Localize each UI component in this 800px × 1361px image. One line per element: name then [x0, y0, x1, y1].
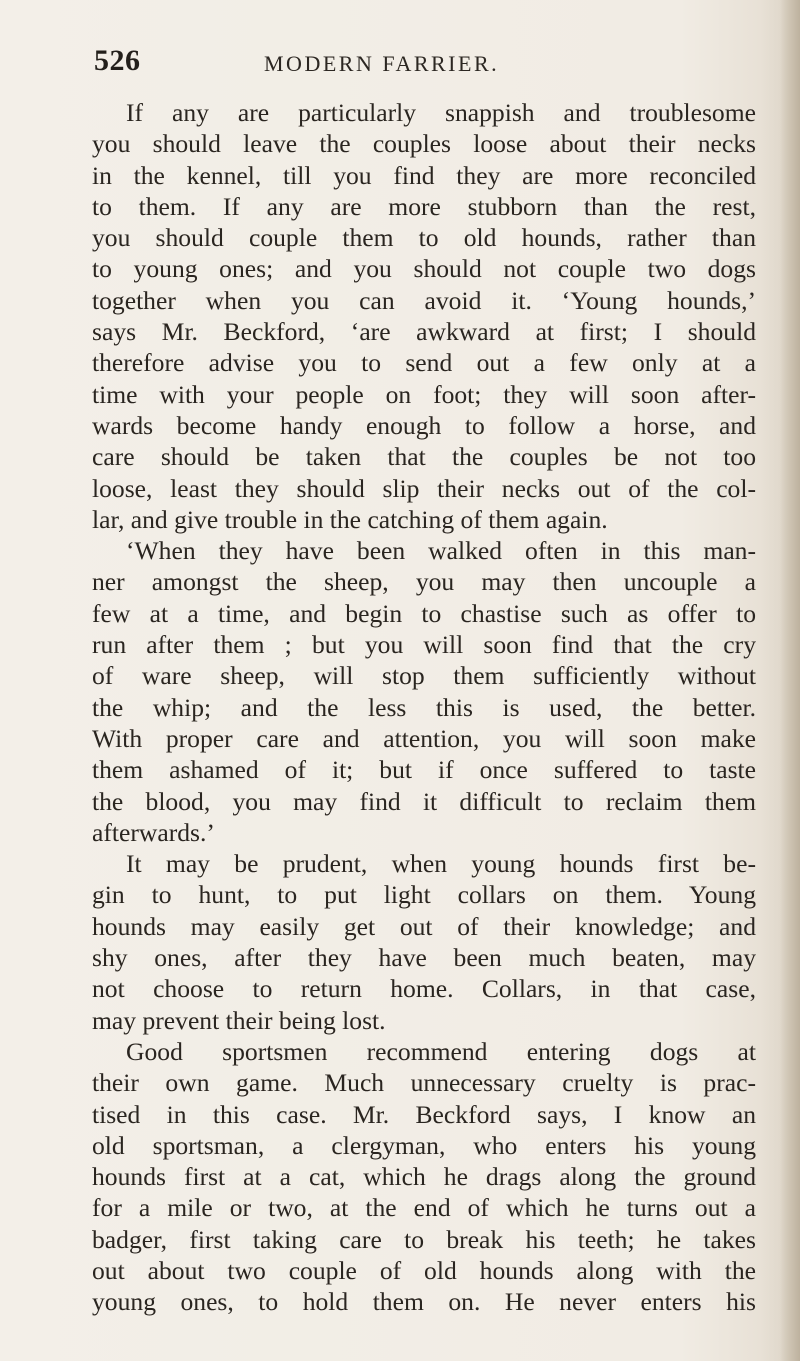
text-line: out about two couple of old hounds along with the: [92, 1255, 756, 1285]
text-line: together when you can avoid it. ‘Young hounds,’: [92, 285, 756, 315]
text-line: care should be taken that the couples be not too: [92, 442, 756, 472]
text-line: in the kennel, till you find they are more reconciled: [92, 160, 756, 190]
text-line: With proper care and attention, you will soon make: [92, 723, 756, 753]
running-title: MODERN FARRIER.: [264, 51, 500, 76]
text-line: you should couple them to old hounds, rather than: [92, 223, 756, 253]
text-line: shy ones, after they have been much beaten, may: [92, 943, 756, 973]
text-line: of ware sheep, will stop them sufficiently without: [92, 661, 756, 691]
text-line: the whip; and the less this is used, the better.: [92, 692, 756, 722]
text-line: lar, and give trouble in the catching of them again.: [92, 504, 608, 534]
text-line: badger, first taking care to break his teeth; he takes: [92, 1224, 756, 1254]
text-line: them ashamed of it; but if once suffered to taste: [92, 755, 756, 785]
text-line: afterwards.’: [92, 817, 215, 847]
text-line: the blood, you may find it difficult to reclaim them: [92, 786, 756, 816]
text-line: run after them ; but you will soon find that the cry: [92, 630, 756, 660]
text-line: tised in this case. Mr. Beckford says, I know an: [92, 1099, 756, 1129]
text-line: loose, least they should slip their necks out of the col-: [92, 473, 756, 503]
text-line: to young ones; and you should not couple two dogs: [92, 254, 756, 284]
text-line: wards become handy enough to follow a horse, and: [92, 410, 756, 440]
text-line: may prevent their being lost.: [92, 1005, 386, 1035]
text-line: gin to hunt, to put light collars on them. Young: [92, 880, 756, 910]
text-line: to them. If any are more stubborn than the rest,: [92, 191, 756, 221]
text-line: hounds may easily get out of their knowledge; and: [92, 911, 756, 941]
text-line: old sportsman, a clergyman, who enters his young: [92, 1130, 756, 1160]
text-line: ner amongst the sheep, you may then uncouple a: [92, 567, 756, 597]
text-line: young ones, to hold them on. He never enters his: [92, 1287, 756, 1317]
text-line: not choose to return home. Collars, in that case,: [92, 974, 756, 1004]
text-line: hounds first at a cat, which he drags along the ground: [92, 1162, 756, 1192]
text-line: time with your people on foot; they will soon after-: [92, 379, 756, 409]
text-line: Good sportsmen recommend entering dogs at: [126, 1036, 756, 1066]
text-line: It may be prudent, when young hounds first be-: [126, 849, 756, 879]
text-line: If any are particularly snappish and troublesome: [126, 98, 756, 127]
text-line: says Mr. Beckford, ‘are awkward at first; I should: [92, 317, 756, 347]
page-header: [0, 44, 800, 84]
body-text: [92, 97, 756, 1318]
text-line: therefore advise you to send out a few only at a: [92, 348, 756, 378]
page-edge-shadow: [780, 0, 800, 1361]
text-line: their own game. Much unnecessary cruelty is prac-: [92, 1068, 756, 1098]
text-line: for a mile or two, at the end of which he turns out a: [92, 1193, 756, 1223]
text-line: you should leave the couples loose about their necks: [92, 129, 756, 159]
page-number: 526: [94, 44, 141, 77]
text-line: ‘When they have been walked often in this man-: [126, 536, 756, 566]
text-line: few at a time, and begin to chastise such as offer to: [92, 598, 756, 628]
